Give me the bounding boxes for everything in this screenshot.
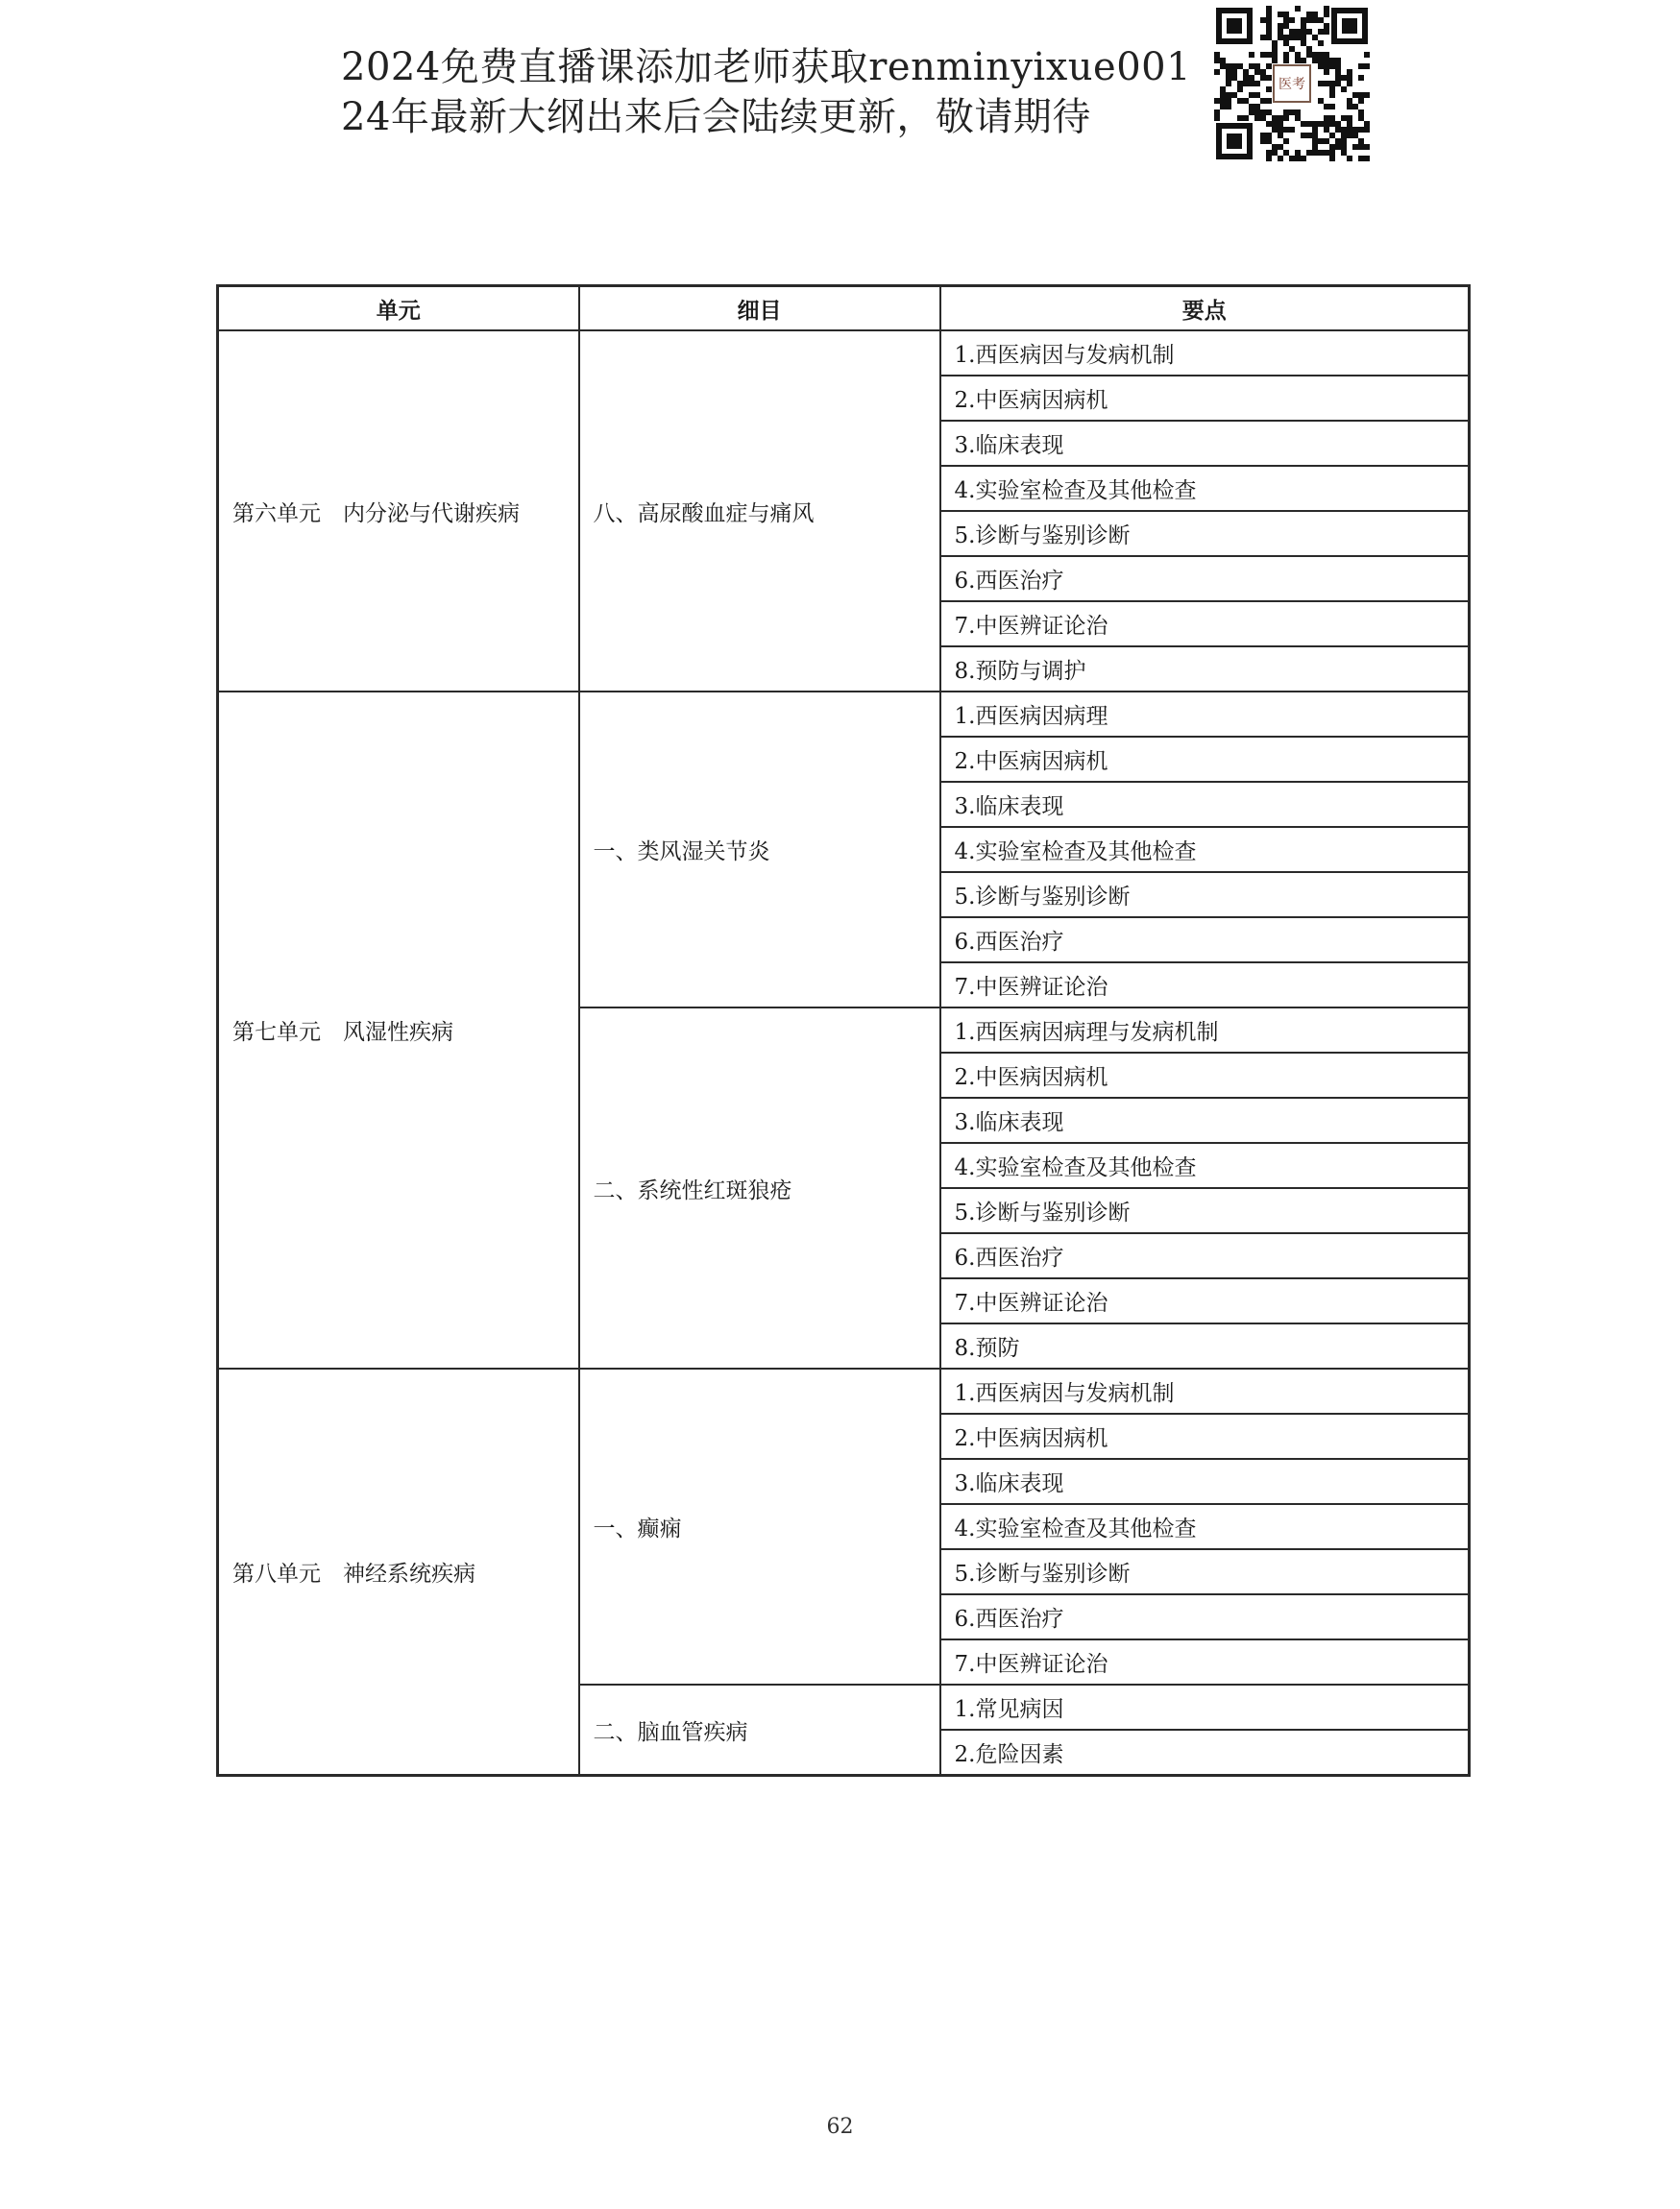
point-cell: 2.中医病因病机 [940, 1414, 1470, 1459]
point-cell: 7.中医辨证论治 [940, 601, 1470, 646]
table-header-row [218, 286, 1470, 331]
column-header-unit: 单元 [218, 286, 579, 331]
point-cell: 3.临床表现 [940, 1459, 1470, 1504]
point-cell: 4.实验室检查及其他检查 [940, 466, 1470, 511]
point-cell: 3.临床表现 [940, 1098, 1470, 1143]
banner-line-2: 24年最新大纲出来后会陆续更新，敬请期待 [341, 95, 1091, 139]
unit-cell: 第七单元 风湿性疾病 [218, 692, 579, 1369]
topic-cell: 一、类风湿关节炎 [579, 692, 940, 1007]
point-cell: 6.西医治疗 [940, 917, 1470, 962]
unit-cell: 第八单元 神经系统疾病 [218, 1369, 579, 1776]
page-number: 62 [826, 2115, 854, 2139]
topic-cell: 二、系统性红斑狼疮 [579, 1007, 940, 1369]
point-cell: 7.中医辨证论治 [940, 1639, 1470, 1685]
point-cell: 3.临床表现 [940, 782, 1470, 827]
table-row [218, 330, 1470, 376]
topic-cell: 二、脑血管疾病 [579, 1685, 940, 1776]
point-cell: 4.实验室检查及其他检查 [940, 1143, 1470, 1188]
banner-line-1: 2024免费直播课添加老师获取renminyixue001 [341, 45, 1192, 89]
point-cell: 5.诊断与鉴别诊断 [940, 872, 1470, 917]
point-cell: 5.诊断与鉴别诊断 [940, 1188, 1470, 1233]
qr-center-label: 医考 [1278, 77, 1305, 92]
qr-code-icon[interactable] [1212, 4, 1372, 163]
point-cell: 6.西医治疗 [940, 1233, 1470, 1278]
header-banner [341, 42, 1205, 142]
point-cell: 5.诊断与鉴别诊断 [940, 511, 1470, 556]
point-cell: 3.临床表现 [940, 421, 1470, 466]
point-cell: 7.中医辨证论治 [940, 1278, 1470, 1323]
table-row [218, 1369, 1470, 1414]
point-cell: 2.危险因素 [940, 1730, 1470, 1776]
point-cell: 1.西医病因与发病机制 [940, 330, 1470, 376]
column-header-topic: 细目 [579, 286, 940, 331]
point-cell: 6.西医治疗 [940, 556, 1470, 601]
point-cell: 4.实验室检查及其他检查 [940, 827, 1470, 872]
point-cell: 2.中医病因病机 [940, 376, 1470, 421]
point-cell: 8.预防与调护 [940, 646, 1470, 692]
point-cell: 8.预防 [940, 1323, 1470, 1369]
point-cell: 1.常见病因 [940, 1685, 1470, 1730]
point-cell: 5.诊断与鉴别诊断 [940, 1549, 1470, 1594]
point-cell: 6.西医治疗 [940, 1594, 1470, 1639]
point-cell: 4.实验室检查及其他检查 [940, 1504, 1470, 1549]
topic-cell: 八、高尿酸血症与痛风 [579, 330, 940, 692]
column-header-points: 要点 [940, 286, 1470, 331]
point-cell: 1.西医病因与发病机制 [940, 1369, 1470, 1414]
point-cell: 1.西医病因病理与发病机制 [940, 1007, 1470, 1053]
point-cell: 2.中医病因病机 [940, 1053, 1470, 1098]
point-cell: 2.中医病因病机 [940, 737, 1470, 782]
unit-cell: 第六单元 内分泌与代谢疾病 [218, 330, 579, 692]
topic-cell: 一、癫痫 [579, 1369, 940, 1685]
point-cell: 7.中医辨证论治 [940, 962, 1470, 1007]
syllabus-table [216, 284, 1471, 1777]
table-row [218, 692, 1470, 737]
point-cell: 1.西医病因病理 [940, 692, 1470, 737]
